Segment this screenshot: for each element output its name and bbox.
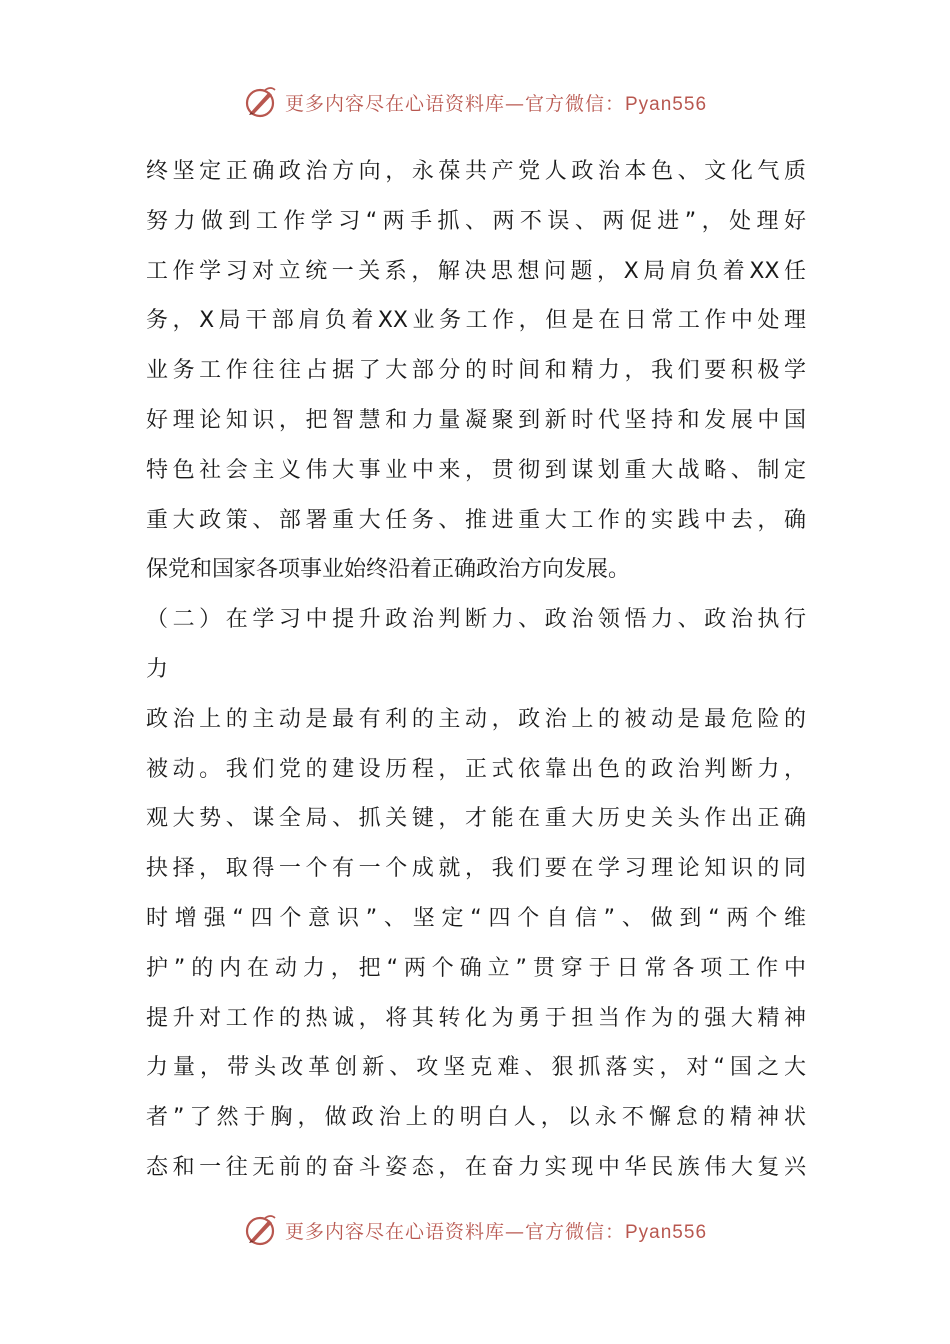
text-line: 时增强“四个意识”、坚定“四个自信”、做到“两个维 [146,905,806,931]
header-watermark [0,82,950,122]
pen-circle-logo-icon [243,1212,279,1248]
text-line: 被动。我们党的建设历程，正式依靠出色的政治判断力， [146,756,806,782]
text-line: 提升对工作的热诚，将其转化为勇于担当作为的强大精神 [146,1005,806,1031]
document-body [146,147,806,1193]
pen-circle-logo-icon [243,84,279,120]
text-line: 抉择，取得一个有一个成就，我们要在学习理论知识的同 [146,856,806,882]
text-line: 好理论知识，把智慧和力量凝聚到新时代坚持和发展中国 [146,407,806,433]
text-line: 力 [146,656,169,682]
watermark-text: 更多内容尽在心语资料库—官方微信：Pyan556 [284,1220,708,1243]
text-line: 工作学习对立统一关系，解决思想问题，X局肩负着XX任 [146,258,806,284]
text-line: 态和一往无前的奋斗姿态，在奋力实现中华民族伟大复兴 [146,1154,806,1180]
text-line: 护”的内在动力，把“两个确立”贯穿于日常各项工作中 [146,955,806,981]
text-line: 特色社会主义伟大事业中来，贯彻到谋划重大战略、制定 [146,457,806,483]
text-line: 政治上的主动是最有利的主动，政治上的被动是最危险的 [146,706,806,732]
text-line: 重大政策、部署重大任务、推进重大工作的实践中去，确 [146,507,806,533]
watermark-text: 更多内容尽在心语资料库—官方微信：Pyan556 [284,92,708,115]
watermark-handle: Pyan556 [625,93,708,115]
text-line: 者”了然于胸，做政治上的明白人，以永不懈怠的精神状 [146,1105,806,1131]
text-line: 观大势、谋全局、抓关键，才能在重大历史关头作出正确 [146,806,806,832]
footer-watermark [0,1210,950,1250]
text-line: 终坚定正确政治方向，永葆共产党人政治本色、文化气质 [146,159,806,184]
watermark-handle: Pyan556 [625,1221,708,1243]
text-line: （二）在学习中提升政治判断力、政治领悟力、政治执行 [146,607,806,633]
text-line: 务，X局干部肩负着XX业务工作，但是在日常工作中处理 [146,308,806,334]
text-line: 努力做到工作学习“两手抓、两不误、两促进”，处理好 [146,208,806,234]
text-line: 力量，带头改革创新、攻坚克难、狠抓落实，对“国之大 [146,1055,806,1081]
text-line: 业务工作往往占据了大部分的时间和精力，我们要积极学 [146,358,806,384]
text-line: 保党和国家各项事业始终沿着正确政治方向发展。 [146,557,631,583]
